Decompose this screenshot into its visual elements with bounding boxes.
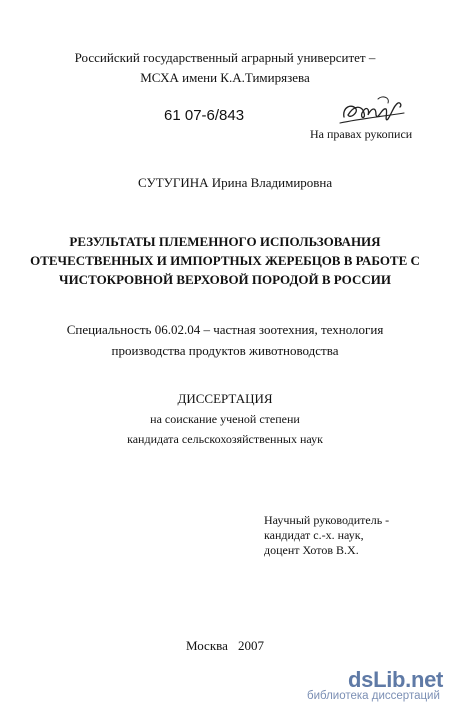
dissertation-title-line1: РЕЗУЛЬТАТЫ ПЛЕМЕННОГО ИСПОЛЬЗОВАНИЯ — [69, 234, 381, 249]
university-name-line2: МСХА имени К.А.Тимирязева — [140, 70, 310, 85]
dissertation-title-line2: ОТЕЧЕСТВЕННЫХ И ИМПОРТНЫХ ЖЕРЕБЦОВ В РАБОТЕ С — [30, 253, 420, 268]
watermark-subtitle: библиотека диссертаций — [307, 690, 440, 702]
watermark-logo-part1: dsLib — [348, 667, 406, 692]
degree-line2: кандидата сельскохозяйственных наук — [127, 432, 323, 446]
dissertation-title-line3: ЧИСТОКРОВНОЙ ВЕРХОВОЙ ПОРОДОЙ В РОССИИ — [59, 272, 391, 287]
watermark-logo-part2: .net — [405, 667, 444, 692]
university-name-line1: Российский государственный аграрный университет – — [74, 50, 376, 65]
supervisor-line3: доцент Хотов В.Х. — [264, 543, 359, 557]
catalog-code: 61 07-6/843 — [164, 107, 245, 124]
footer-city: Москва — [186, 638, 228, 653]
manuscript-note: На правах рукописи — [310, 127, 413, 141]
specialty-line2: производства продуктов животноводства — [111, 343, 339, 358]
author-name: СУТУГИНА Ирина Владимировна — [138, 175, 333, 190]
footer-year: 2007 — [238, 638, 264, 653]
supervisor-line1: Научный руководитель - — [264, 513, 390, 527]
supervisor-line2: кандидат с.-х. наук, — [264, 528, 364, 542]
specialty-line1: Специальность 06.02.04 – частная зоотехния, технология — [66, 322, 384, 337]
dissertation-heading: ДИССЕРТАЦИЯ — [177, 391, 273, 406]
degree-line1: на соискание ученой степени — [150, 412, 300, 426]
